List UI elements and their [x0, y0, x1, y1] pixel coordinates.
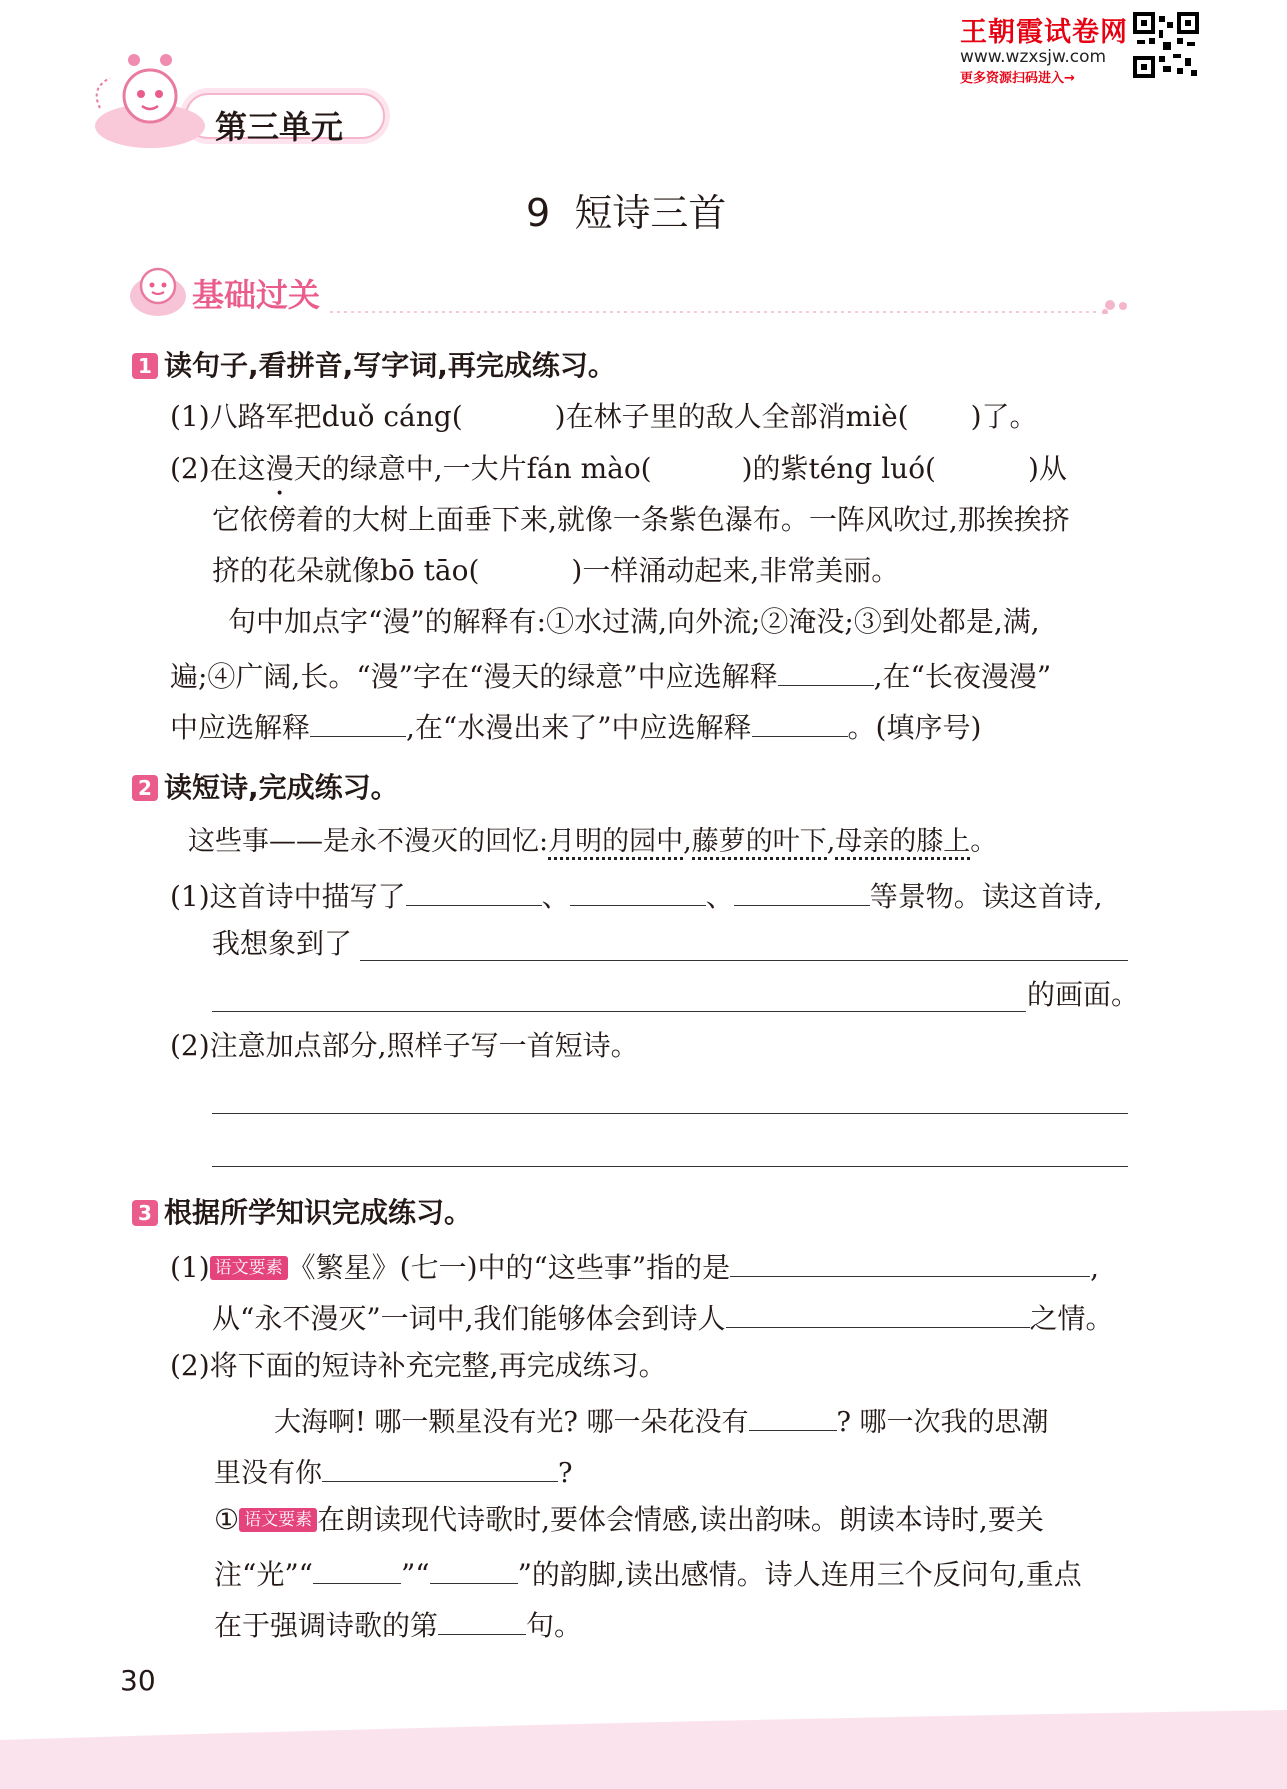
section-title: 基础过关 [192, 276, 321, 314]
dotted-phrase: 藤萝的叶下 [692, 826, 827, 860]
answer-blank[interactable] [430, 1553, 518, 1584]
poem-sep: , [683, 826, 692, 857]
answer-line[interactable] [212, 1166, 1128, 1167]
q3-poem-line1 [274, 1400, 1049, 1441]
answer-line[interactable] [212, 1011, 1026, 1012]
q1-item1 [170, 399, 1038, 435]
q3-sub1-line2 [214, 1553, 1082, 1593]
poem-text: ? 哪一次我的思潮 [836, 1407, 1049, 1438]
q3-sub1-text: 在朗读现代诗歌时,要体会情感,读出韵味。朗读本诗时,要关 [317, 1503, 1044, 1536]
q1-item2-text-c: )的紫téng luó( [741, 452, 936, 485]
page-number: 30 [120, 1664, 156, 1697]
q3-sub1-text-d: ”的韵脚,读出感情。诗人连用三个反问句,重点 [517, 1558, 1082, 1591]
q1-heading [132, 348, 616, 384]
q2-item1-text-a: (1)这首诗中描写了 [170, 880, 406, 913]
lesson-title: 9 短诗三首 [526, 191, 727, 235]
q3-sub1-line3 [214, 1604, 582, 1644]
q1-item1-text-b: )在林子里的敌人全部消miè( [554, 400, 909, 433]
q1-item1-text-c: )了。 [970, 400, 1038, 433]
dotted-phrase: 月明的园中 [548, 826, 683, 860]
qr-code-icon[interactable] [1133, 12, 1199, 78]
poem-text: ? [558, 1458, 573, 1489]
q3-item1-line1 [170, 1246, 1099, 1286]
q3-item1-num: (1) [170, 1251, 210, 1284]
q1-item2-text-b: 天的绿意中,一大片fán mào( [293, 452, 652, 485]
q1-item2-line1 [170, 451, 1067, 487]
answer-blank[interactable] [406, 875, 542, 906]
q3-sub1-text-c: ”“ [400, 1558, 430, 1591]
q1-item2-text-a: (2)在这 [170, 452, 266, 485]
q2-heading [132, 770, 399, 806]
q1-explain-line3 [170, 706, 981, 746]
q3-item2: (2)将下面的短诗补充完整,再完成练习。 [170, 1349, 667, 1382]
q1-item2-line2: 它依傍着的大树上面垂下来,就像一条紫色瀑布。一阵风吹过,那挨挨挤 [212, 503, 1070, 536]
q2-item1-line2: 我想象到了 [212, 927, 353, 960]
q1-item2-line3-text-a: 挤的花朵就像bō tāo( [212, 554, 480, 587]
answer-line[interactable] [212, 1113, 1128, 1114]
q3-sub1-text-e: 在于强调诗歌的第 [214, 1609, 439, 1642]
answer-blank[interactable] [734, 875, 870, 906]
q3-title: 根据所学知识完成练习。 [164, 1196, 473, 1229]
poem-text: 里没有你 [214, 1458, 322, 1489]
q1-explain-text-d: ,在“水漫出来了”中应选解释 [406, 711, 752, 744]
q3-item1-text-c: 之情。 [1029, 1302, 1114, 1335]
q3-number: 3 [132, 1200, 158, 1226]
answer-blank[interactable] [730, 1246, 1090, 1277]
q1-explain-text-b: ,在“长夜漫漫” [873, 660, 1052, 693]
q3-sub1-line1 [214, 1502, 1044, 1538]
q1-item2-line3-text-b: )一样涌动起来,非常美丽。 [571, 554, 900, 587]
chinese-element-tag: 语文要素 [239, 1508, 317, 1532]
q2-item1-text-b: 等景物。读这首诗, [869, 880, 1103, 913]
q1-title: 读句子,看拼音,写字词,再完成练习。 [164, 349, 616, 382]
answer-blank[interactable] [749, 1400, 837, 1431]
answer-blank[interactable] [778, 655, 874, 686]
q2-title: 读短诗,完成练习。 [164, 771, 399, 804]
brand-name: 王朝霞试卷网 [960, 17, 1128, 48]
q3-sub1-text-b: 注“光”“ [214, 1558, 313, 1591]
q2-sep: 、 [705, 880, 734, 913]
brand-logo [960, 10, 1130, 86]
footer-band [0, 1700, 1287, 1789]
q3-poem-line2 [214, 1451, 572, 1492]
q1-item2-line3 [212, 553, 899, 589]
q3-item1-text: 《繁星》(七一)中的“这些事”指的是 [287, 1251, 731, 1284]
answer-blank[interactable] [570, 875, 706, 906]
q1-explain-line2 [170, 655, 1051, 695]
q2-sep: 、 [541, 880, 570, 913]
q2-item2: (2)注意加点部分,照样子写一首短诗。 [170, 1029, 639, 1062]
q3-heading [132, 1195, 472, 1231]
q1-number: 1 [132, 353, 158, 379]
answer-blank[interactable] [313, 1553, 401, 1584]
answer-blank[interactable] [322, 1451, 558, 1482]
poem-end: 。 [970, 826, 998, 857]
q3-item1-comma: , [1090, 1251, 1100, 1284]
section-mascot-icon [128, 262, 188, 318]
q1-explain-text-a: 遍;④广阔,长。“漫”字在“漫天的绿意”中应选解释 [170, 660, 778, 693]
q3-item1-line2 [212, 1297, 1114, 1337]
q3-item1-text-b: 从“永不漫灭”一词中,我们能够体会到诗人 [212, 1302, 726, 1335]
q1-item2-text-d: )从 [1027, 452, 1067, 485]
q2-number: 2 [132, 775, 158, 801]
answer-blank[interactable] [726, 1297, 1030, 1328]
chinese-element-tag: 语文要素 [210, 1256, 288, 1280]
q3-sub1-num: ① [214, 1503, 240, 1536]
q3-sub1-text-f: 句。 [526, 1609, 583, 1642]
q1-explain-text-c: 中应选解释 [170, 711, 311, 744]
q2-item1-line3: 的画面。 [1027, 978, 1140, 1011]
poem-text: 大海啊! 哪一颗星没有光? 哪一朵花没有 [274, 1407, 749, 1438]
dotted-phrase: 母亲的膝上 [835, 826, 970, 860]
section-divider [330, 298, 1130, 314]
answer-line[interactable] [360, 960, 1128, 961]
q2-item1-line1 [170, 875, 1103, 915]
answer-blank[interactable] [310, 706, 406, 737]
brand-tagline: 更多资源扫码进入→ [960, 71, 1075, 86]
answer-blank[interactable] [752, 706, 848, 737]
q1-explain-text-e: 。(填序号) [847, 711, 982, 744]
dotted-char: 漫 [265, 452, 294, 485]
unit-title: 第三单元 [215, 108, 344, 146]
q2-poem [188, 824, 997, 860]
answer-blank[interactable] [438, 1604, 526, 1635]
brand-url[interactable]: www.wzxsjw.com [960, 47, 1107, 67]
poem-sep: , [826, 826, 836, 857]
poem-text: 这些事——是永不漫灭的回忆: [188, 826, 549, 857]
q1-explain-line1: 句中加点字“漫”的解释有:①水过满,向外流;②淹没;③到处都是,满, [228, 605, 1040, 638]
q1-item1-text-a: (1)八路军把duǒ cáng( [170, 400, 463, 433]
